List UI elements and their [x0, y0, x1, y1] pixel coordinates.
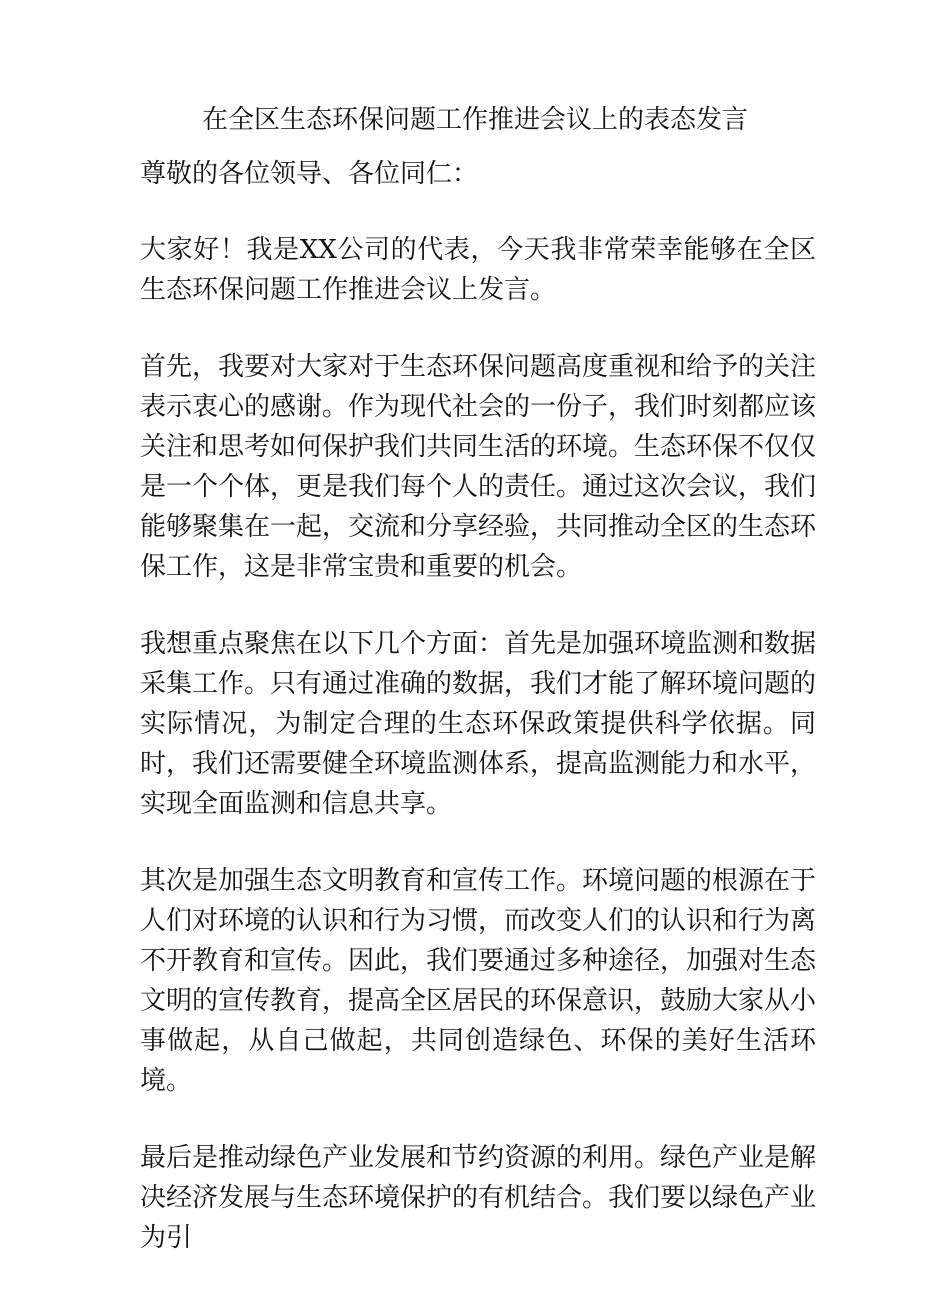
document-body	[140, 154, 816, 1295]
paragraph-thanks: 首先，我要对大家对于生态环保问题高度重视和给予的关注表示衷心的感谢。作为现代社会的一份子，我们时刻都应该关注和思考如何保护我们共同生活的环境。生态环保不仅仅是一个个体，更是我们每个人的责任。通过这次会议，我们能够聚集在一起，交流和分享经验，共同推动全区的生态环保工作，这是非常宝贵和重要的机会。	[140, 352, 817, 582]
salutation: 尊敬的各位领导、各位同仁：	[140, 159, 479, 189]
paragraph-education: 其次是加强生态文明教育和宣传工作。环境问题的根源在于人们对环境的认识和行为习惯，而改变人们的认识和行为离不开教育和宣传。因此，我们要通过多种途径，加强对生态文明的宣传教育，提高全区居民的环保意识，鼓励大家从小事做起，从自己做起，共同创造绿色、环保的美好生活环境。	[140, 866, 817, 1096]
paragraph-green-industry: 最后是推动绿色产业发展和节约资源的利用。绿色产业是解决经济发展与生态环境保护的有机结合。我们要以绿色产业为引	[140, 1143, 817, 1253]
document-title: 在全区生态环保问题工作推进会议上的表态发言	[201, 105, 748, 135]
paragraph-monitoring: 我想重点聚焦在以下几个方面：首先是加强环境监测和数据采集工作。只有通过准确的数据，我们才能了解环境问题的实际情况，为制定合理的生态环保政策提供科学依据。同时，我们还需要健全环境监测体系，提高监测能力和水平，实现全面监测和信息共享。	[140, 629, 817, 819]
paragraph-greeting: 大家好！我是XX公司的代表，今天我非常荣幸能够在全区生态环保问题工作推进会议上发言。	[140, 235, 816, 305]
